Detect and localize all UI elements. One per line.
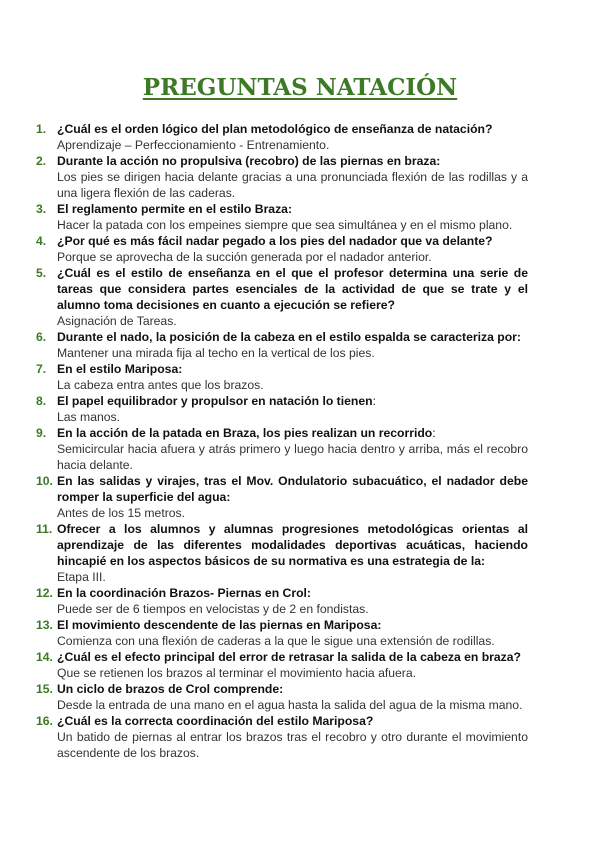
question-item (36, 681, 528, 713)
answer-text: Aprendizaje – Perfeccionamiento - Entrenamiento. (57, 138, 330, 152)
question-number: 10. (36, 474, 53, 488)
question-item (36, 265, 528, 329)
question-number: 7. (36, 362, 47, 376)
page-title (0, 74, 600, 101)
question-text (57, 521, 528, 569)
question-text (57, 649, 528, 665)
question-text (57, 201, 528, 217)
answer-text: Etapa III. (57, 570, 106, 584)
question-text (57, 681, 528, 697)
answer-text: Que se retienen los brazos al terminar el movimiento hacia afuera. (57, 666, 417, 680)
question-item (36, 233, 528, 265)
question-number: 13. (36, 618, 53, 632)
answer-text: Puede ser de 6 tiempos en velocistas y de 2 en fondistas. (57, 602, 369, 616)
question-text (57, 425, 528, 441)
answer-text: Antes de los 15 metros. (57, 506, 186, 520)
question-item (36, 393, 528, 425)
answer-text: Semicircular hacia afuera y atrás primero y luego hacia dentro y arriba, más el recobro hacia delante. (57, 442, 528, 472)
answer-text: Hacer la patada con los empeines siempre que sea simultánea y en el mismo plano. (57, 218, 513, 232)
question-number: 15. (36, 682, 53, 696)
answer-text: Desde la entrada de una mano en el agua hasta la salida del agua de la misma mano. (57, 698, 523, 712)
question-item (36, 473, 528, 521)
question-text-main: Durante la acción no propulsiva (recobro) de las piernas en braza: (57, 154, 441, 168)
question-list (36, 121, 528, 761)
answer-text: Mantener una mirada fija al techo en la vertical de los pies. (57, 346, 375, 360)
question-text-tail: : (432, 426, 436, 440)
question-number: 9. (36, 426, 47, 440)
question-text-main: ¿Cuál es el efecto principal del error de retrasar la salida de la cabeza en braza? (57, 650, 521, 664)
question-number: 14. (36, 650, 53, 664)
question-text-main: Ofrecer a los alumnos y alumnas progresiones metodológicas orientas al aprendizaje de las diferentes modalidades deportivas acuáticas, haciendo hincapié en los aspectos básicos de su normativa es una estrategia de la: (57, 522, 528, 568)
question-text (57, 329, 528, 345)
question-text-main: El reglamento permite en el estilo Braza: (57, 202, 293, 216)
question-text-main: ¿Cuál es el estilo de enseñanza en el que el profesor determina una serie de tareas que considera partes esenciales de la actividad de que se trate y el alumno toma decisiones en cuanto a ejecución se refiere? (57, 266, 528, 312)
question-number: 4. (36, 234, 47, 248)
question-number: 11. (36, 522, 53, 536)
question-text (57, 713, 528, 729)
question-number: 1. (36, 122, 47, 136)
question-text (57, 585, 528, 601)
question-item (36, 585, 528, 617)
question-text (57, 617, 528, 633)
question-text-tail: : (372, 394, 376, 408)
answer-text: La cabeza entra antes que los brazos. (57, 378, 264, 392)
question-text-main: En las salidas y virajes, tras el Mov. Ondulatorio subacuático, el nadador debe romper la superficie del agua: (57, 474, 528, 504)
question-number: 8. (36, 394, 47, 408)
question-text-main: El papel equilibrador y propulsor en natación lo tienen (57, 394, 373, 408)
question-text-main: En el estilo Mariposa: (57, 362, 183, 376)
question-item (36, 153, 528, 201)
answer-text: Porque se aprovecha de la succión generada por el nadador anterior. (57, 250, 432, 264)
question-text (57, 153, 528, 169)
question-text (57, 121, 528, 137)
question-text-main: ¿Por qué es más fácil nadar pegado a los pies del nadador que va delante? (57, 234, 493, 248)
title-text: PREGUNTAS NATACIÓN (142, 74, 458, 101)
question-item (36, 521, 528, 585)
question-number: 3. (36, 202, 47, 216)
question-item (36, 713, 528, 761)
question-item (36, 201, 528, 233)
question-text-main: Durante el nado, la posición de la cabeza en el estilo espalda se caracteriza por: (57, 330, 521, 344)
question-text (57, 473, 528, 505)
question-number: 2. (36, 154, 47, 168)
answer-text: Las manos. (57, 410, 121, 424)
question-text-main: ¿Cuál es el orden lógico del plan metodológico de enseñanza de natación? (57, 122, 493, 136)
answer-text: Los pies se dirigen hacia delante gracias a una pronunciada flexión de las rodillas y a una ligera flexión de las caderas. (57, 170, 528, 200)
question-text (57, 233, 528, 249)
question-item (36, 329, 528, 361)
question-item (36, 121, 528, 153)
question-text-main: En la coordinación Brazos- Piernas en Crol: (57, 586, 311, 600)
question-item (36, 649, 528, 681)
question-text-main: Un ciclo de brazos de Crol comprende: (57, 682, 284, 696)
answer-text: Comienza con una flexión de caderas a la que le sigue una extensión de rodillas. (57, 634, 495, 648)
question-number: 5. (36, 266, 47, 280)
question-number: 16. (36, 714, 53, 728)
question-text-main: ¿Cuál es la correcta coordinación del estilo Mariposa? (57, 714, 374, 728)
question-item (36, 617, 528, 649)
question-text-main: En la acción de la patada en Braza, los pies realizan un recorrido (57, 426, 433, 440)
answer-text: Un batido de piernas al entrar los brazos tras el recobro y otro durante el movimiento ascendente de los brazos. (57, 730, 528, 760)
question-text (57, 361, 528, 377)
question-item (36, 361, 528, 393)
question-number: 6. (36, 330, 47, 344)
question-text (57, 265, 528, 313)
question-text (57, 393, 528, 409)
question-text-main: El movimiento descendente de las piernas en Mariposa: (57, 618, 382, 632)
question-item (36, 425, 528, 473)
question-number: 12. (36, 586, 53, 600)
answer-text: Asignación de Tareas. (57, 314, 177, 328)
